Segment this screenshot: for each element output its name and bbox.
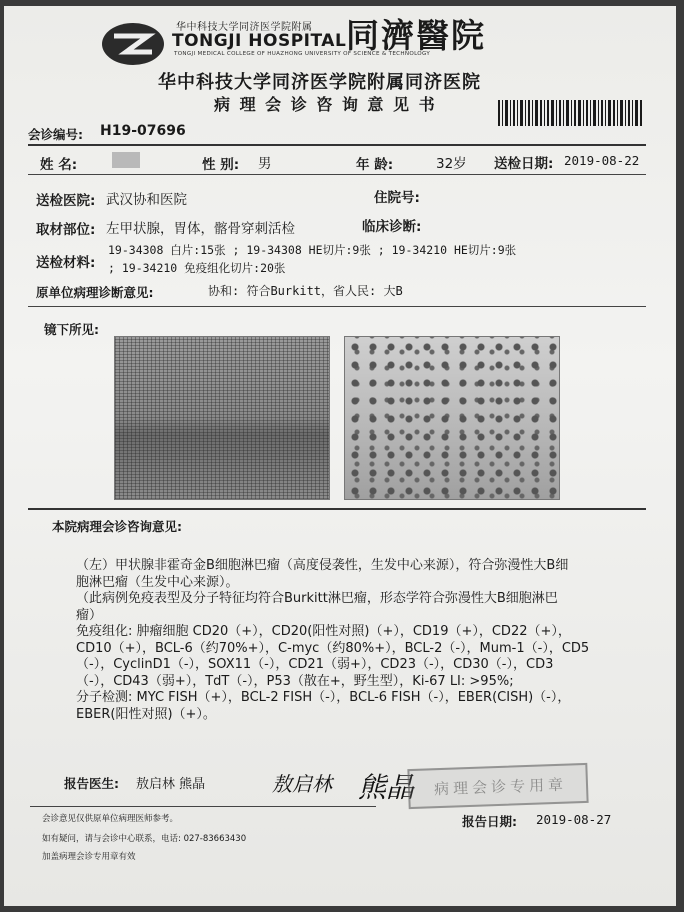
ihc-line: （-），CyclinD1（-），SOX11（-），CD21（弱+），CD23（-），CD30（-），CD3 bbox=[76, 657, 554, 672]
diagnosis-line: （此病例免疫表型及分子特征均符合Burkitt淋巴瘤，形态学符合弥漫性大B细胞淋巴 bbox=[76, 591, 558, 606]
footer-note-3: 加盖病理会诊专用章有效 bbox=[42, 852, 136, 862]
reporting-doctor-label: 报告医生: bbox=[64, 776, 119, 791]
materials-label: 送检材料: bbox=[36, 255, 96, 271]
materials-line1: 19-34308 白片:15张 ; 19-34308 HE切片:9张 ; 19-34210 HE切片:9张 bbox=[108, 243, 517, 257]
materials-line2: ; 19-34210 免疫组化切片:20张 bbox=[108, 261, 286, 275]
age-label: 年 龄: bbox=[356, 157, 394, 173]
footer-note-2: 如有疑问，请与会诊中心联系，电话: 027-83663430 bbox=[42, 834, 247, 844]
tongji-logo-icon bbox=[100, 20, 166, 68]
divider bbox=[28, 174, 646, 175]
micrograph-high-power bbox=[344, 336, 560, 500]
case-number-label: 会诊编号: bbox=[28, 127, 83, 142]
diagnosis-text bbox=[76, 558, 636, 723]
divider bbox=[30, 806, 376, 807]
report-date-value: 2019-08-27 bbox=[536, 812, 612, 827]
sex-label: 性 别: bbox=[202, 157, 240, 173]
reporting-doctor-value: 敖启林 熊晶 bbox=[136, 777, 206, 792]
micrograph-low-power bbox=[114, 336, 330, 500]
stamp bbox=[407, 763, 588, 809]
barcode-icon bbox=[498, 100, 644, 126]
redacted-name bbox=[112, 152, 140, 168]
divider bbox=[28, 144, 646, 146]
hospital-tagline: TONGJI MEDICAL COLLEGE OF HUAZHONG UNIVERSITY OF SCIENCE & TECHNOLOGY bbox=[174, 51, 431, 57]
divider bbox=[28, 508, 646, 510]
stamp-text: 病理会诊专用章 bbox=[433, 775, 568, 799]
diagnosis-line: 瘤） bbox=[76, 607, 103, 623]
case-number-value: H19-07696 bbox=[100, 123, 186, 139]
original-diagnosis-value: 协和: 符合Burkitt，省人民: 大B bbox=[208, 284, 403, 298]
ihc-line: CD10（+），BCL-6（约70%+），C-myc（约80%+），BCL-2（-），Mum-1（-），CD5 bbox=[76, 640, 590, 656]
submit-date-value: 2019-08-22 bbox=[564, 153, 640, 168]
ihc-line: 免疫组化: 肿瘤细胞 CD20（+），CD20(阳性对照)（+），CD19（+），CD22（+）， bbox=[76, 624, 571, 639]
submitting-hospital-label: 送检医院: bbox=[36, 193, 96, 209]
footer-note-1: 会诊意见仅供原单位病理医师参考。 bbox=[42, 814, 179, 824]
inpatient-no-label: 住院号: bbox=[374, 190, 420, 206]
report-date-label: 报告日期: bbox=[462, 814, 517, 829]
consultation-report bbox=[4, 6, 676, 906]
name-label: 姓 名: bbox=[40, 157, 78, 173]
signature-2: 熊晶 bbox=[358, 771, 415, 804]
document-title-line1: 华中科技大学同济医学院附属同济医院 bbox=[158, 72, 481, 93]
microscopy-label: 镜下所见: bbox=[44, 322, 99, 337]
submitting-hospital-value: 武汉协和医院 bbox=[106, 192, 187, 208]
consultation-opinion-label: 本院病理会诊咨询意见: bbox=[52, 519, 182, 534]
hospital-cn-logo-text: 同濟醫院 bbox=[346, 16, 486, 55]
sampling-site-value: 左甲状腺，胃体，髂骨穿刺活检 bbox=[106, 221, 295, 237]
ihc-line: （-），CD43（弱+），TdT（-），P53（散在+，野生型），Ki-67 LI: >95%; bbox=[76, 673, 514, 689]
document-title-line2: 病 理 会 诊 咨 询 意 见 书 bbox=[214, 95, 437, 114]
clinical-diagnosis-label: 临床诊断: bbox=[362, 219, 422, 235]
divider bbox=[28, 306, 646, 307]
diagnosis-line: 胞淋巴瘤（生发中心来源）。 bbox=[76, 574, 239, 590]
signature-1: 敖启林 bbox=[272, 772, 332, 796]
age-value: 32岁 bbox=[436, 156, 467, 172]
sex-value: 男 bbox=[258, 156, 272, 172]
submit-date-label: 送检日期: bbox=[494, 156, 554, 172]
sampling-site-label: 取材部位: bbox=[36, 222, 96, 238]
molecular-line: 分子检测: MYC FISH（+），BCL-2 FISH（-），BCL-6 FISH（-），EBER(CISH)（-）， bbox=[76, 690, 571, 705]
header-small-title: 华中科技大学同济医学院附属 bbox=[176, 22, 313, 33]
hospital-en-name: TONGJI HOSPITAL bbox=[172, 31, 347, 51]
original-diagnosis-label: 原单位病理诊断意见: bbox=[36, 285, 154, 300]
molecular-line: EBER(阳性对照)（+）。 bbox=[76, 706, 216, 722]
diagnosis-line: （左）甲状腺非霍奇金B细胞淋巴瘤（高度侵袭性，生发中心来源），符合弥漫性大B细 bbox=[76, 558, 569, 573]
